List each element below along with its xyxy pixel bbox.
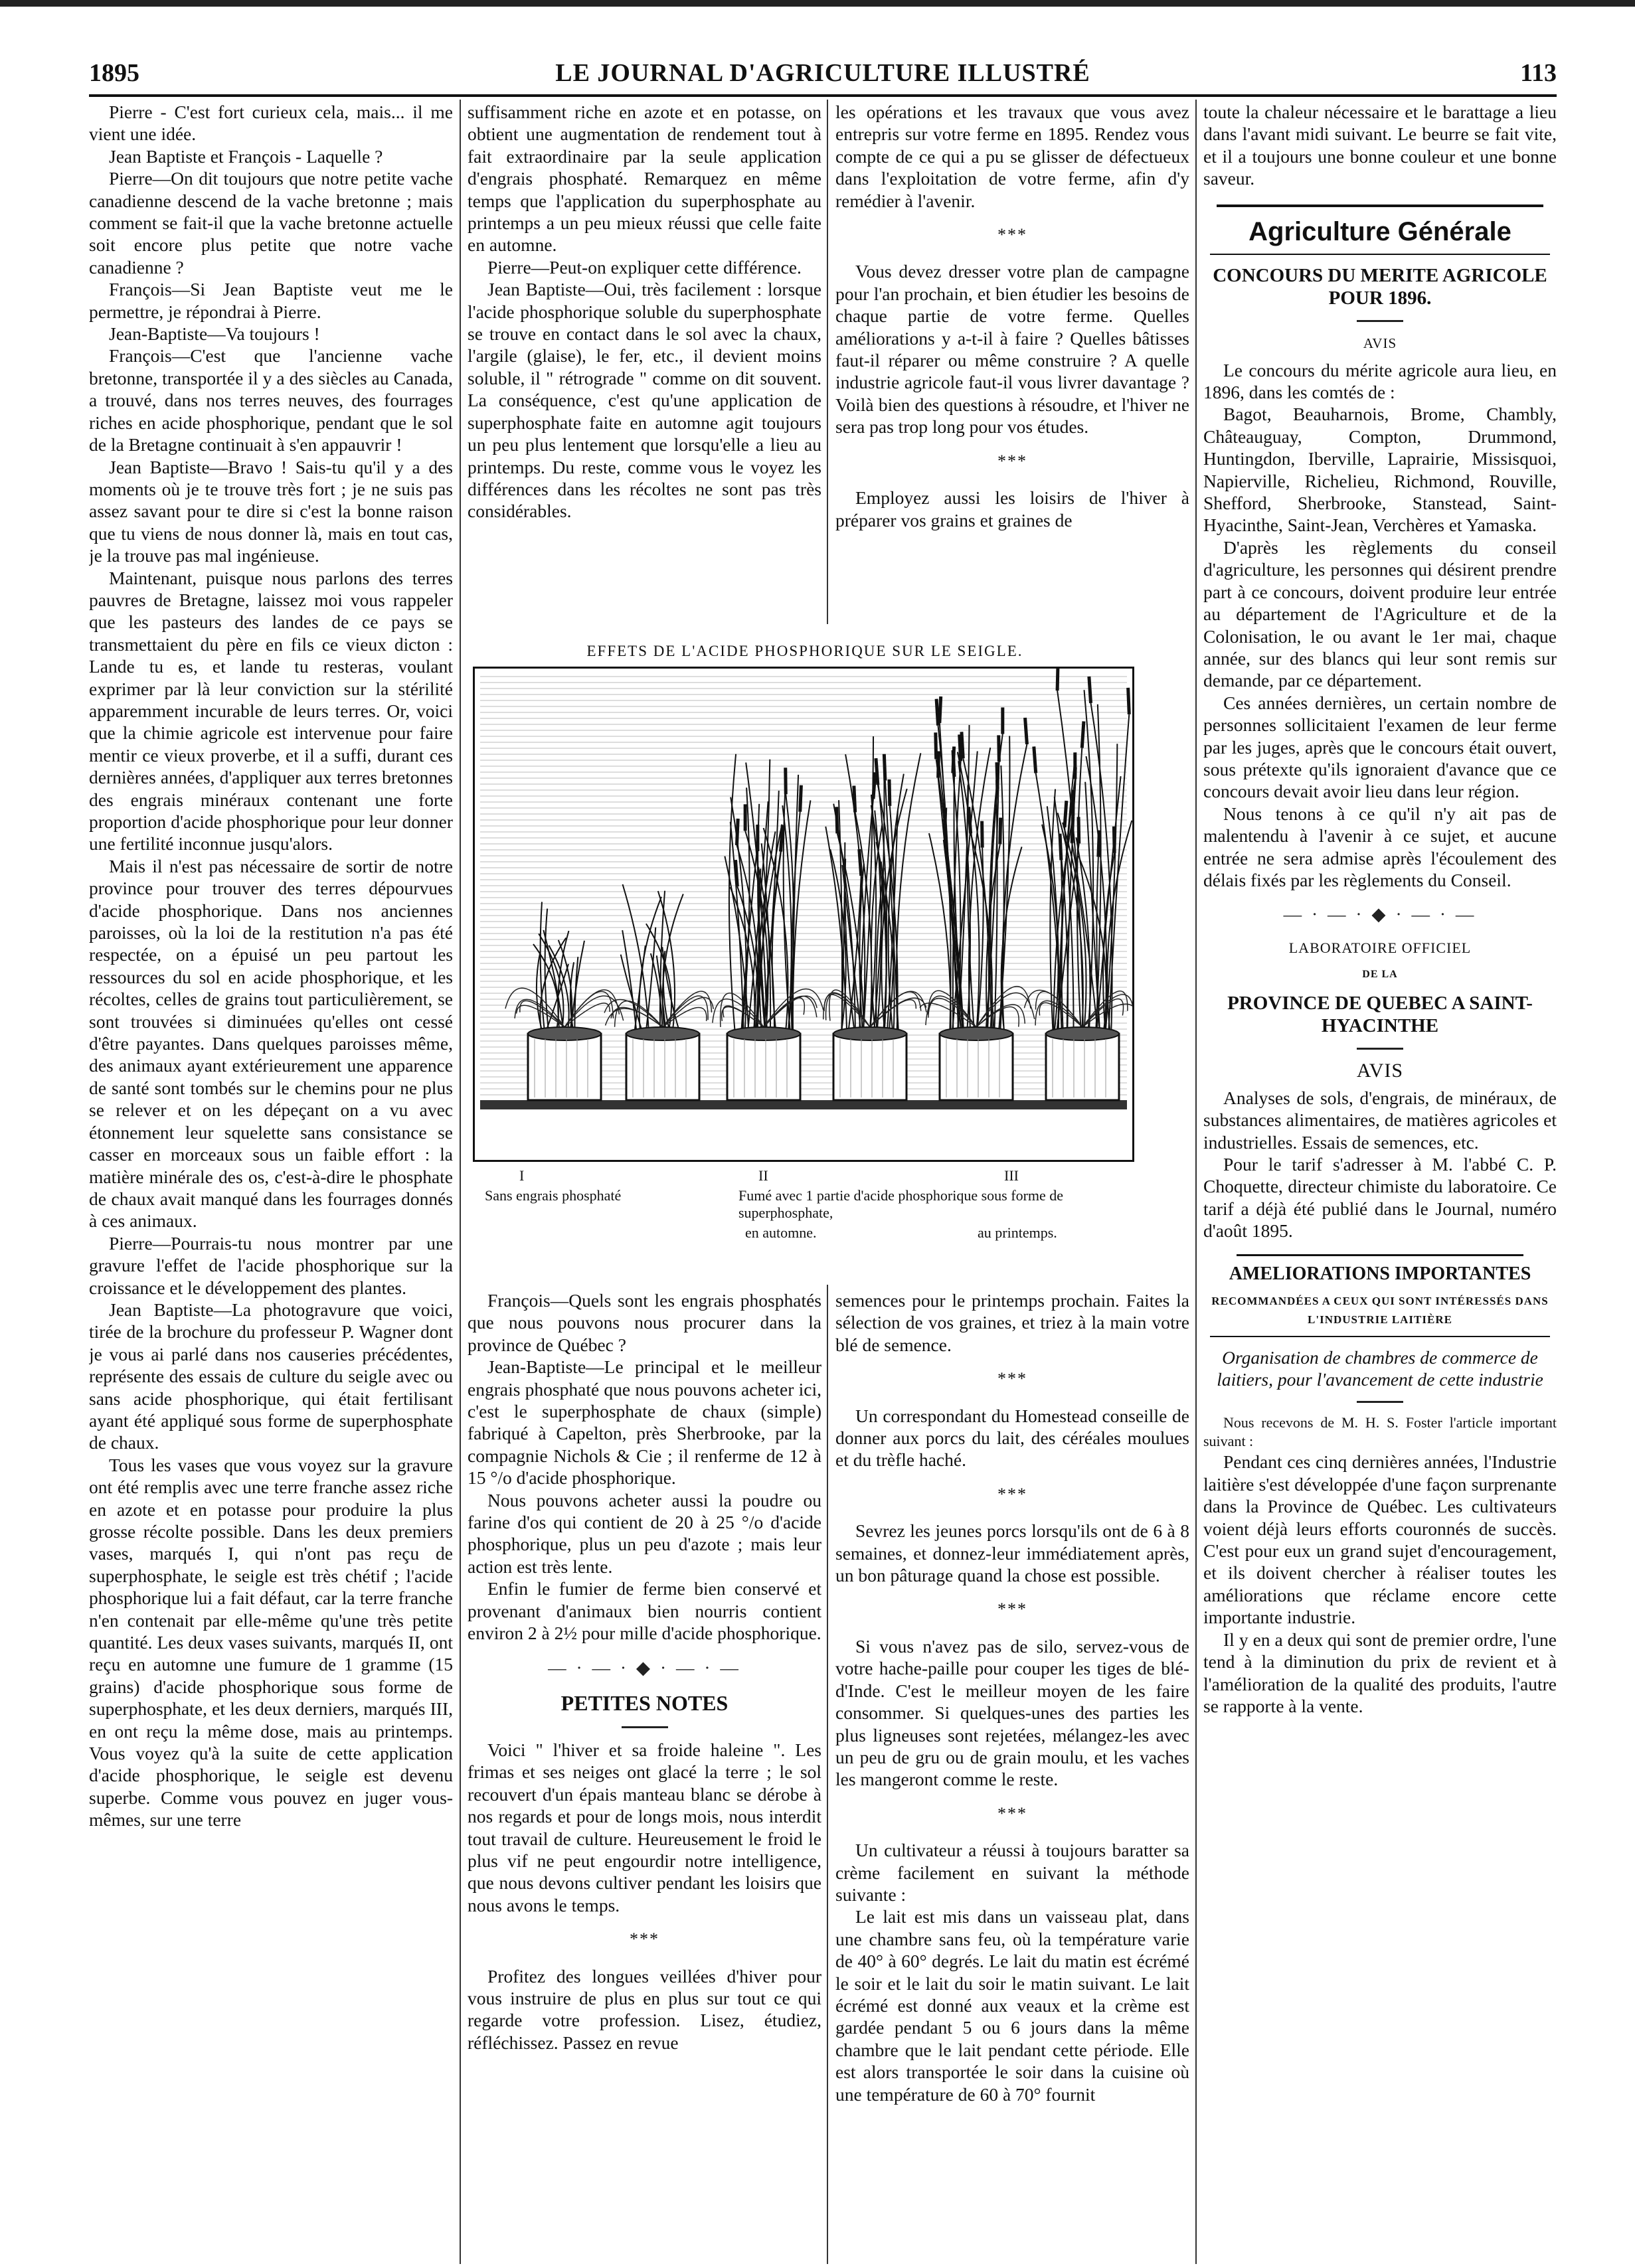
engraving-stroke — [1072, 817, 1073, 843]
paragraph: Pour le tarif s'adresser à M. l'abbé C. P. Choquette, directeur chimiste du laboratoire. Ce tarif a déjà été publié dans le Journal, numéro d'août 1895. — [1203, 1154, 1557, 1242]
paragraph: toute la chaleur nécessaire et le barattage a lieu dans l'avant midi suivant. Le beurre se fait vite, et il a toujours une bonne couleur et une bonne saveur. — [1203, 102, 1557, 189]
paragraph: les opérations et les travaux que vous avez entrepris sur votre ferme en 1895. Rendez vous compte de ce qui a pu se glisser de défectueux dans l'exploitation de votre ferme, afin d'y remédier à l'avenir. — [835, 102, 1189, 211]
paragraph: Analyses de sols, d'engrais, de minéraux, de substances alimentaires, de matières agricoles et industrielles. Essais de semences, etc. — [1203, 1087, 1557, 1153]
avis-label: AVIS — [1363, 335, 1397, 351]
concours-heading: CONCOURS DU MERITE AGRICOLE POUR 1896. — [1213, 264, 1547, 309]
short-rule — [622, 1726, 668, 1728]
figure-illustration — [473, 667, 1134, 1162]
header-title: LE JOURNAL D'AGRICULTURE ILLUSTRÉ — [555, 59, 1090, 87]
paragraph: Pierre - C'est fort curieux cela, mais... il me vient une idée. — [89, 102, 453, 145]
engraving-stroke — [960, 734, 961, 761]
paragraph: Pierre—Peut-on expliquer cette différence. — [487, 256, 802, 278]
ameliorations-subheading: RECOMMANDÉES A CEUX QUI SONT INTÉRESSÉS DANS L'INDUSTRIE LAITIÈRE — [1211, 1294, 1549, 1326]
paragraph: Mais il n'est pas nécessaire de sortir de notre province pour trouver des terres dépourvues d'acide phosphorique. Dans nos anciennes paroisses, où la loi de la restitution n'a pas été respectée, on a épuisé un peu partout les ressources du sol en acide phosphorique, et les récoltes, celles de grains tout particulièrement, se sont trouvées si diminuées qu'elles ont cessé d'être payantes. Dans quelques paroisses même, des animaux ayant extérieurement une apparence de santé sont tombés sur le chemins pour ne plus se relever et on les dépeçant on a vu avec étonnement leur squelette sans consistance se casser en morceaux sous un faible effort : la matière minérale des os, c'est-à-dire le phosphate de chaux avait manqué dans les fourrages donnés à ces animaux. — [89, 855, 453, 1232]
engraving-stroke — [873, 772, 875, 799]
italic-subheading: Organisation de chambres de commerce de laitiers, pour l'avancement de cette industrie — [1217, 1346, 1543, 1390]
header-rule — [89, 94, 1557, 97]
lab-heading: LABORATOIRE OFFICIEL — [1288, 939, 1472, 956]
engraving-stroke — [833, 1027, 906, 1040]
separator-stars: *** — [997, 1599, 1027, 1619]
engraving-stroke — [940, 696, 941, 723]
engraving-stroke — [1128, 688, 1130, 714]
engraving-stroke — [833, 1034, 906, 1100]
paragraph: Tous les vases que vous voyez sur la gravure ont été remplis avec une terre franche assez riche en azote et en potasse pour produire la plus grosse récolte possible. Dans les deux premiers vases, marqués I, qui n'ont pas reçu de superphosphate, le seigle est très chétif ; l'acide phosphorique lui a fait défaut, car la terre franche n'en contenait par elle-même qu'une très petite quantité. Les deux vases suivants, marqués II, ont reçu en automne une fumure de 1 gramme (15 grains) d'acide phosphorique sous forme de superphosphate, et les deux derniers, marqués III, en ont reçu la même dose, mais au printemps. Vous voyez qu'à la suite de cette application d'acide phosphorique, le seigle est devenu superbe. Comme vous pouvez en juger vous-mêmes, sur une terre — [89, 1454, 453, 1830]
engraving-stroke — [1046, 1034, 1119, 1100]
paragraph: Jean Baptiste—La photogravure que voici, tirée de la brochure du professeur P. Wagner dont je vous ai parlé dans nos causeries précédentes, représente des essais de culture du seigle avec ou sans acide phosphorique, qui était fertilisant ayant été appliqué sous forme de superphosphate de chaux. — [89, 1299, 453, 1453]
figure-label-ii: II — [758, 1167, 768, 1184]
figure-sub-label: Sans engrais phosphaté — [485, 1187, 622, 1204]
section-heading: PETITES NOTES — [560, 1690, 729, 1715]
engraving-stroke — [781, 825, 783, 852]
section-rule — [1237, 1254, 1523, 1256]
short-rule — [1357, 320, 1403, 322]
paragraph: François—Quels sont les engrais phosphatés que nous pouvons nous procurer dans la province de Québec ? — [468, 1290, 821, 1355]
engraving-stroke — [528, 1027, 601, 1040]
rye-figure — [473, 643, 1137, 1241]
engraving-stroke — [940, 1027, 1013, 1040]
ornament: — · — · ◆ · — · — — [1283, 904, 1477, 925]
paragraph: Jean Baptiste et François - Laquelle ? — [109, 145, 383, 167]
separator-stars: *** — [997, 225, 1027, 245]
separator-stars: *** — [630, 1929, 659, 1949]
column-2-bottom — [468, 1289, 821, 2259]
engraving-stroke — [1082, 721, 1084, 748]
engraving-stroke — [944, 807, 945, 834]
page-header — [89, 58, 1557, 93]
paragraph: Nous recevons de M. H. S. Foster l'article important suivant : — [1203, 1414, 1557, 1450]
engraving-stroke — [936, 699, 938, 726]
engraving-stroke — [800, 785, 802, 812]
figure-label-i: I — [519, 1167, 525, 1184]
engraving-stroke — [1057, 669, 1058, 690]
engraving-stroke — [1002, 744, 1027, 1034]
paragraph: Bagot, Beauharnois, Brome, Chambly, Châteauguay, Compton, Drummond, Huntingdon, Iberville, Laprairie, Missisquoi, Napierville, Richelieu, Richmond, Rouville, Shefford, Sherbrooke, Stanstead, Saint-Hyacinthe, Saint-Jean, Verchères et Yamaska. — [1203, 404, 1557, 536]
separator-stars: *** — [997, 451, 1027, 471]
engraving-stroke — [505, 988, 564, 1027]
lab-heading: PROVINCE DE QUEBEC A SAINT-HYACINTHE — [1227, 992, 1533, 1036]
separator-stars: *** — [997, 1803, 1027, 1823]
paragraph: Le lait est mis dans un vaisseau plat, dans une chambre sans feu, où la température varie de 40° à 60° degrés. Le lait du matin est écrémé le soir et le lait du soir le matin suivant. Le lait écrémé est donné aux veaux et la crème est gardée pendant 5 ou 6 jours dans la même chambre que le lait pendant cette période. Elle est alors transportée le soir dans la cuisine où une température de 60 à 70° fournit — [835, 1906, 1189, 2105]
paragraph: suffisamment riche en azote et en potasse, on obtient une augmentation de rendement tout à fait extraordinaire par la seule application d'engrais phosphaté. Remarquez en même temps que l'application du superphosphate au printemps a un peu mieux réussi que celle faite en automne. — [468, 102, 821, 256]
paragraph: Employez aussi les loisirs de l'hiver à préparer vos grains et graines de — [835, 487, 1189, 530]
engraving-stroke — [727, 1034, 800, 1100]
column-3-top — [835, 101, 1189, 619]
paragraph: Un cultivateur a réussi à toujours baratter sa crème facilement en suivant la méthode suivante : — [835, 1840, 1189, 1905]
engraving-stroke — [1089, 677, 1091, 703]
figure-sub-label: en automne. — [745, 1224, 817, 1241]
engraving-stroke — [626, 1034, 699, 1100]
engraving-stroke — [969, 807, 971, 833]
engraving-stroke — [626, 1027, 699, 1040]
engraving-stroke — [976, 993, 1035, 1027]
engraving-stroke — [784, 776, 791, 1034]
paragraph: François—Si Jean Baptiste veut me le permettre, je répondrai à Pierre. — [89, 279, 453, 322]
engraving-stroke — [480, 1100, 1127, 1109]
paragraph: Pierre—Pourrais-tu nous montrer par une gravure l'effet de l'acide phosphorique sur la croissance et le développement des plantes. — [89, 1232, 453, 1298]
paragraph: Jean Baptiste—Oui, très facilement : lorsque l'acide phosphorique soluble du superphosphate se trouve en contact dans le sol avec la chaux, l'argile (glaise), le fer, etc., il devient moins soluble, il " rétrograde " comme on dit souvent. La conséquence, c'est qu'une application de superphosphate faite en automne agit toujours un peu plus lentement que lorsqu'elle a lieu au printemps. Du reste, comme vous le voyez les différences dans les récoltes ne sont pas très considérables. — [468, 279, 821, 522]
top-border — [0, 0, 1635, 7]
lab-heading: DE LA — [1362, 968, 1398, 980]
header-year: 1895 — [89, 59, 139, 87]
paragraph: Sevrez les jeunes porcs lorsqu'ils ont de 6 à 8 semaines, et donnez-leur immédiatement après, un bon pâturage quand la chose est possible. — [835, 1520, 1189, 1586]
engraving-stroke — [1025, 718, 1027, 744]
engraving-stroke — [889, 779, 890, 806]
avis-label: AVIS — [1356, 1059, 1404, 1082]
header-page-number: 113 — [1520, 59, 1557, 87]
ameliorations-heading: AMELIORATIONS IMPORTANTES — [1229, 1263, 1531, 1284]
paragraph: Ces années dernières, un certain nombre de personnes sollicitaient l'examen de leur ferme par les juges, après que le concours était ouvert, sous prétexte qu'ils ignoraient d'avance que ce concours devait avoir lieu dans leur région. — [1203, 692, 1557, 802]
column-1 — [89, 101, 453, 2259]
engraving-stroke — [528, 1034, 601, 1100]
paragraph: semences pour le printemps prochain. Faites la sélection de vos graines, et triez à la main votre blé de semence. — [835, 1290, 1189, 1355]
paragraph: Jean-Baptiste—Le principal et le meilleur engrais phosphaté que nous pouvons acheter ici, c'est le superphosphate de chaux (simple) fabriqué à Capelton, près Sherbrooke, par la compagnie Nichols & Cie ; il renferme de 12 à 15 °/o d'acide phosphorique. — [468, 1356, 821, 1489]
section-rule — [1210, 254, 1550, 255]
paragraph: Pierre—On dit toujours que notre petite vache canadienne descend de la vache bretonne ; mais comment se fait-il que la vache bretonne actuelle soit encore plus petite que notre vache canadienne ? — [89, 168, 453, 278]
column-divider — [827, 100, 828, 624]
column-2-top — [468, 101, 821, 619]
paragraph: François—C'est que l'ancienne vache bretonne, transportée il y a des siècles au Canada, a trouvé, dans nos terres neuves, des fourrages riches en acide phosphorique, pendant que le sol de la Bretagne continuait à s'en appauvrir ! — [89, 345, 453, 455]
paragraph: Maintenant, puisque nous parlons des terres pauvres de Bretagne, laissez moi vous rappeler que les pasteurs des landes de ce pays se transmettaient du père en fils ce vieux dicton : Lande tu es, et lande tu resteras, voulant exprimer par là leur conviction sur la stérilité apparemment incurable de leurs terres. Or, voici que la chimie agricole est intervenue pour faire mentir ce vieux proverbe, et il a suffi, durant ces dernières années, d'appliquer aux terres bretonnes des engrais minéraux contenant une forte proportion d'acide phosphorique pour leur donner une fertilité inconnue jusqu'alors. — [89, 567, 453, 854]
column-divider — [460, 100, 461, 2264]
paragraph: Enfin le fumier de ferme bien conservé et provenant d'animaux bien nourris contient environ 2 à 2½ pour mille d'acide phosphorique. — [468, 1578, 821, 1644]
engraving-stroke — [1078, 817, 1079, 843]
engraving-stroke — [1000, 818, 1001, 845]
paragraph: Jean Baptiste—Bravo ! Sais-tu qu'il y a des moments où je te trouve très fort ; je ne suis pas assez savant pour te dire si c'est la bonne raison que tu viens de nous donner là, mais en tout cas, je la trouve pas mal ingénieuse. — [89, 456, 453, 566]
paragraph: Nous tenons à ce qu'il n'y ait pas de malentendu à l'avenir à ce sujet, et aucune entrée ne sera admise après l'écoulement des délais fixés par les règlements du Conseil. — [1203, 803, 1557, 890]
short-rule — [1357, 1401, 1403, 1403]
paragraph: Le concours du mérite agricole aura lieu, en 1896, dans les comtés de : — [1203, 359, 1557, 403]
engraving-stroke — [982, 821, 983, 848]
column-3-bottom — [835, 1289, 1189, 2259]
paragraph: Jean-Baptiste—Va toujours ! — [109, 323, 320, 345]
figure-labels — [473, 1162, 1137, 1242]
paragraph: Il y en a deux qui sont de premier ordre, l'une tend à la diminution du prix de revient et à l'amélioration de la qualité des produits, l'autre se rapporte à la vente. — [1203, 1629, 1557, 1716]
figure-sub-label: au printemps. — [978, 1224, 1057, 1241]
engraving-stroke — [953, 746, 954, 773]
paragraph: Pendant ces cinq dernières années, l'Industrie laitière s'est développée d'une façon surprenante dans la Province de Québec. Les cultivateurs voient déjà leurs efforts couronnés de succès. C'est pour eux un grand sujet d'encouragement, et ils doivent chercher à réaliser toutes les améliorations que réclame encore cette importante industrie. — [1203, 1451, 1557, 1628]
paragraph: D'après les règlements du conseil d'agriculture, les personnes qui désirent prendre part à ce concours, doivent produire leur entrée au département de l'Agriculture et de la Colonisation, le ou avant le 1er mai, chaque année, sur des blancs qui leur sont remis sur demande, par ce département. — [1203, 536, 1557, 691]
paragraph: Vous devez dresser votre plan de campagne pour l'an prochain, et bien étudier les besoins de chaque partie de votre ferme. Quelles améliorations y a-t-il à faire ? Quelles bâtisses faut-il réparer ou même construire ? A quelle industrie agricole faut-il vous livrer davantage ? Voilà bien des questions à résoudre, et l'hiver ne sera pas trop long pour vos études. — [835, 261, 1189, 438]
engraving-stroke — [859, 849, 861, 876]
paragraph: Nous pouvons acheter aussi la poudre ou farine d'os qui contient de 20 à 25 °/o d'acide phosphorique, plus un peu d'azote ; mais leur action est très lente. — [468, 1489, 821, 1577]
figure-caption: EFFETS DE L'ACIDE PHOSPHORIQUE SUR LE SEIGLE. — [586, 643, 1023, 659]
paragraph: Si vous n'avez pas de silo, servez-vous de votre hache-paille pour couper les tiges de blé-d'Inde. C'est le meilleur moyen de les faire consommer. Si quelques-unes des parties les plus ligneuses sont rejetées, mélangez-les avec un peu de gru ou de grain moulu, et les vaches les mangeront comme le reste. — [835, 1635, 1189, 1790]
engraving-stroke — [735, 860, 737, 886]
engraving-stroke — [480, 1109, 1127, 1153]
figure-label-iii: III — [1004, 1167, 1019, 1184]
paragraph: Un correspondant du Homestead conseille de donner aux porcs du lait, des céréales moulues et du trèfle haché. — [835, 1405, 1189, 1471]
separator-stars: *** — [997, 1369, 1027, 1389]
column-4 — [1203, 101, 1557, 2259]
engraving-stroke — [1034, 746, 1036, 773]
section-rule — [1217, 204, 1543, 207]
paragraph: Voici " l'hiver et sa froide haleine ". Les frimas et ses neiges ont glacé la terre ; le sol recouvert d'un épais manteau blanc se dérobe à nos regards et pour de longs mois, nous interdit tout travail de culture. Heureusement le froid le plus vif ne peut engourdir notre intelligence, que nous devons cultiver pendant les loisirs que nous avons le temps. — [468, 1739, 821, 1915]
section-rule — [1210, 1336, 1550, 1337]
short-rule — [1357, 1048, 1403, 1050]
engraving-stroke — [727, 1027, 800, 1040]
figure-sub-label: Fumé avec 1 partie d'acide phosphorique sous forme de superphosphate, — [738, 1187, 1064, 1221]
separator-stars: *** — [997, 1484, 1027, 1504]
section-heading: Agriculture Générale — [1248, 216, 1511, 246]
engraving-stroke — [1046, 1027, 1119, 1040]
engraving-stroke — [1060, 834, 1061, 860]
paragraph: Profitez des longues veillées d'hiver pour vous instruire de plus en plus sur tout ce qui regarde votre profession. Lisez, étudiez, réfléchissez. Passez en revue — [468, 1965, 821, 2053]
engraving-stroke — [736, 819, 738, 845]
engraving-stroke — [1065, 801, 1067, 827]
rye-pots-engraving — [475, 669, 1132, 1160]
column-divider — [1195, 100, 1197, 2264]
ornament: — · — · ◆ · — · — — [548, 1657, 741, 1678]
engraving-stroke — [940, 1034, 1013, 1100]
column-divider — [827, 1285, 828, 2264]
